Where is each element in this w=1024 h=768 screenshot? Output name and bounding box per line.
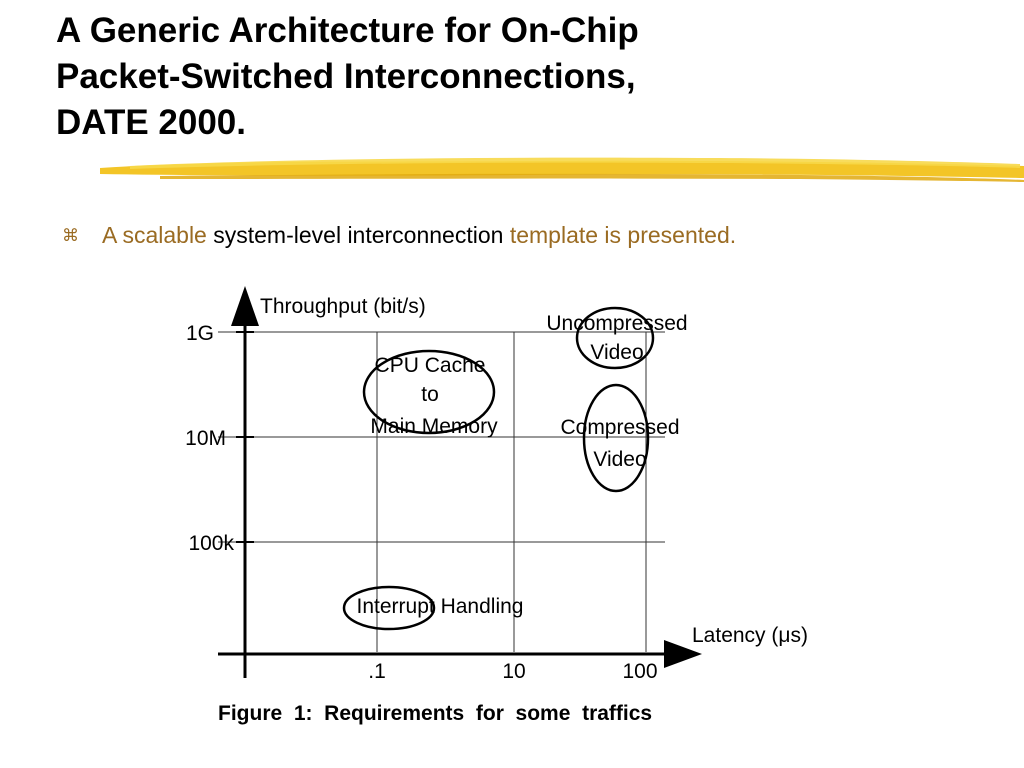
y-tick-label: 10M: [185, 427, 226, 450]
y-axis-arrow-icon: [231, 286, 259, 326]
region-interrupt-handling: [344, 587, 523, 629]
bullet-item: [62, 219, 736, 252]
region-compressed-video: [560, 385, 679, 491]
slide-title: [56, 8, 956, 146]
title-line-1: A Generic Architecture for On-Chip: [56, 11, 639, 50]
x-tick-label: 10: [502, 660, 526, 683]
region-label: Interrupt Handling: [356, 595, 524, 618]
region-label: Video: [590, 341, 644, 364]
region-label: Uncompressed: [546, 312, 688, 335]
y-axis-label: Throughput (bit/s): [260, 295, 426, 318]
region-label: Video: [593, 448, 647, 471]
bullet-icon: ⌘: [62, 226, 79, 246]
region-uncompressed-video: [546, 308, 687, 368]
region-label: Compressed: [560, 416, 680, 439]
region-label: CPU Cache: [374, 354, 486, 377]
requirements-figure: [150, 280, 870, 740]
bullet-text-accent-1: A scalable: [102, 222, 207, 248]
figure-caption: Figure 1: Requirements for some traffics: [218, 702, 653, 725]
x-tick-label: 100: [622, 660, 658, 683]
region-label: to: [421, 383, 439, 406]
y-tick-label: 1G: [185, 322, 214, 345]
title-line-2: Packet-Switched Interconnections,: [56, 57, 636, 96]
bullet-text-accent-2: template is presented.: [509, 222, 737, 248]
x-tick-label: .1: [368, 660, 386, 683]
title-highlighter-stroke: [100, 148, 1024, 188]
region-cpu-cache: [364, 351, 498, 438]
requirements-diagram: [150, 280, 870, 740]
title-line-3: DATE 2000.: [56, 103, 246, 142]
region-label: Main Memory: [370, 415, 498, 438]
bullet-text-plain: system-level interconnection: [213, 222, 504, 248]
y-tick-label: 100k: [188, 532, 234, 555]
x-axis-label: Latency (μs): [692, 624, 808, 647]
